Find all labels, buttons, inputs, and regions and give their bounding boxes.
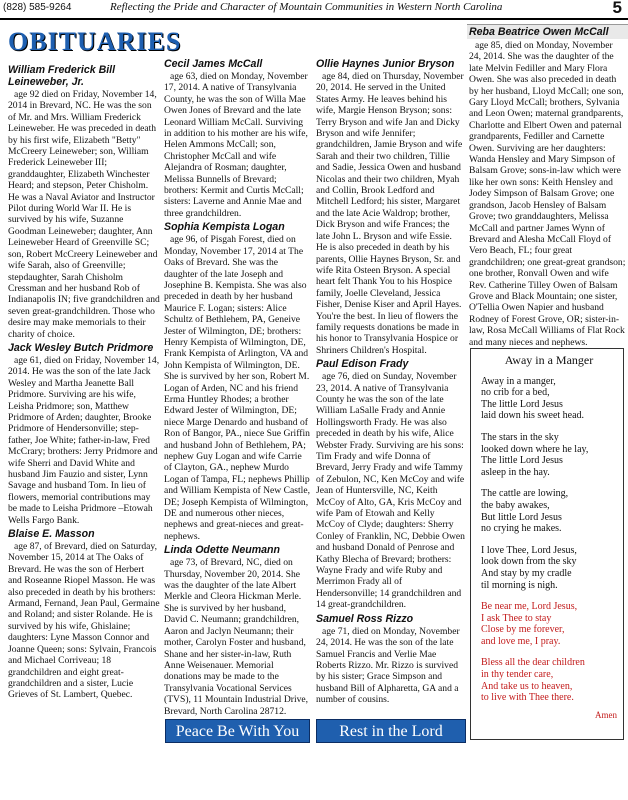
obituary-text: age 96, of Pisgah Forest, died on Monday, November 17, 2014 at The Oaks of Brevard. She was the daughter of the late Joseph and Josephine B. Kempista. She was also preceded in death by her husband Maurice F. Logan; sisters: Alice Schultz of Bethlehem, PA, Geneive Jester of Wilmington, DE; brothers: Henry Kempista of Wilmington, DE, Frank Kempista of Arlington, VA and John Kempista of Wilmington, DE. She is survived by her son, Robert M. Logan of Arden, NC and his friend Erma Huntley Rhodes; a brother Edward Jester of Wilmington, DE; niece Marge Denardo and husband of Ron of Bangor, PA., niece Sue Griffin and husband John of Bethlehem, PA; nephew Guy Logan and wife Carrie of Clayton, GA., nephew Murdo Logan of Tampa, FL; nephews Phillip and William Kempista of New Castle, DE; Joseph Kempista of Wilmington, DE and numerous other nieces, nephews and great-nieces and great-nephews. [164, 234, 310, 542]
obituary-text: age 84, died on Thursday, November 20, 2014. He served in the United States Army. He leaves behind his wife, Margie Henson Bryson; sons: Terry Bryson and wife Jan and Dicky Bryson and wife Jennifer; grandchildren, Jamie Bryson and wife Sarah and their two children, Tillie and Sadie, Jessica Owen and husband Nicolas and their two children, Myah and Collin, Brook Ledford and Mitchell Ledford; his sister, Margaret and the late Acie Waldrop; brother, Dick Bryson and wife Frances; the late John L. Bryson and wife Essie. He is also preceded in death by his parents, Ollie Haynes Bryson, Sr. and wife Rita Osteen Bryson. A special heart felt Thank You to his Hospice family, Joelle Cleveland, Jessica Fisher, Denise Kiser and April Hayes. You're the best. In lieu of flowers the family requests donations be made in his honor to Transylvania Hospice or Shriners Children's Hospital. [316, 71, 464, 356]
poem-line: asleep in the hay. [481, 466, 550, 478]
poem-line: The little Lord Jesus [481, 455, 563, 467]
column-2 [164, 56, 311, 718]
poem-line: to live with Thee there. [481, 692, 574, 704]
poem-line: The little Lord Jesus [481, 398, 563, 410]
obituary-text: age 92 died on Friday, November 14, 2014 in Brevard, NC. He was the son of Mr. and Mrs. William Frederick Leineweber. He was preceded in death by his first wife, Elizabeth "Betty" McCreery Leineweber; son, William Frederick Leineweber III; granddaughter, Elizabeth Winchester Heard; and stepson, Peter Chisholm. He was a Naval Aviator and Instructor Pilot during World War II. He is survived by his wife, Suzanne Goodman Leineweber; daughter, Ann Leineweber Heard of Greenville SC; son, Robert McCreery Leineweber and wife Sarah, also of Greenville; stepdaughter, Sarah Chisholm Cressman and her husband Rob of Indianapolis IN; five grandchildren and seven great-grandchildren. Those who desire may make memorials to their charity of choice. [8, 89, 160, 340]
page-header [0, 0, 628, 20]
obituary-text: age 71, died on Monday, November 24, 2014. He was the son of the late Samuel Francis and Verlie Mae Roberts Rizzo. Mr. Rizzo is survived by his sister; Grace Simpson and husband Bill of Alpharetta, GA and a number of cousins. [316, 625, 460, 706]
poem-stanza [481, 601, 617, 647]
poem-line: and love me, I pray. [481, 635, 561, 647]
header-phone: (828) 585-9264 [3, 2, 72, 13]
obituary-name: William Frederick Bill Leineweber, Jr. [8, 64, 116, 88]
poem-line: Bless all the dear children [481, 657, 585, 669]
obituary-list-col3 [316, 58, 465, 706]
banner-peace: Peace Be With You [165, 719, 310, 743]
obituary-name: Reba Beatrice Owen McCall [467, 24, 628, 39]
poem-line: in thy tender care, [481, 669, 554, 681]
obituary-text: age 73, of Brevard, NC, died on Thursday, November 20, 2014. She was the daughter of the late Albert Merkle and Cleora Hickman Merle. She is survived by her husband, David C. Neumann; grandchildren, Aaron and Jaclyn Neumann; their mother, Carolyn Foster and husband, Shane and her sister-in-law, Ruth Anne Weisenauer. Memorial donations may be made to the Transylvania Vocational Services (TVS), 11 Mountain Industrial Drive, Brevard, North Carolina 28712. [164, 557, 309, 717]
column-1 [8, 24, 182, 798]
column-4 [469, 24, 626, 348]
poem-stanza [481, 432, 617, 478]
obituary-name: Paul Edison Frady [316, 358, 409, 371]
obituary-list-col4 [469, 24, 626, 348]
banner-rest: Rest in the Lord [316, 719, 466, 743]
poem-line: looked down where he lay, [481, 443, 589, 455]
obituary-name: Ollie Haynes Junior Bryson [316, 58, 455, 70]
section-title: OBITUARIES [8, 27, 182, 56]
poem-stanza [481, 657, 617, 703]
poem-line: no crying he makes. [481, 523, 562, 535]
poem-line: no crib for a bed, [481, 387, 550, 399]
column-3 [316, 56, 465, 716]
obituary-text: age 63, died on Monday, November 17, 2014. A native of Transylvania County, he was the son of Willa Mae Owen Jones of Brevard and the late Leonard William McCall. Surviving in addition to his mother are his wife, Helen Ammons McCall; son, Christopher McCall and wife Alejandra of Rosman; daughter, Melissa Bunnells of Brevard; brothers: Kermit and Curtis McCall; sisters: Laverne and Annie Mae and three grandchildren. [164, 71, 308, 219]
poem-line: look down from the sky [481, 556, 577, 568]
obituary-name: Sophia Kempista Logan [164, 221, 285, 234]
poem-line: I love Thee, Lord Jesus, [481, 544, 577, 556]
obituary-text: age 61, died on Friday, November 14, 2014. He was the son of the late Jack Wesley and Martha Jeanette Ball Pridmore. Surviving are his wife, Leisha Pridmore; son, Matthew Pridmore of Arden; daughter, Brooke Pridmore of Hendersonville; step-father, Joe White; father-in-law, Fred McCrary; brothers: Jerry Pridmore and wife Sherri and David White and husband Jim Fauzio and sister, Lynn Savage and husband Tom. In lieu of flowers, memorial contributions may be made to Leisha Pridmore –Etowah Wells Fargo Bank. [8, 354, 160, 526]
poem-title: Away in a Manger [504, 353, 594, 367]
poem-box [470, 348, 624, 740]
obituary-list-col2 [164, 58, 311, 717]
poem-line: laid down his sweet head. [481, 410, 585, 422]
obituary-name: Cecil James McCall [164, 58, 263, 70]
poem-body [481, 376, 617, 704]
poem-line: til morning is nigh. [481, 579, 558, 591]
obituary-name: Samuel Ross Rizzo [316, 612, 414, 625]
obituary-text: age 85, died on Monday, November 24, 2014. She was the daughter of the late Melvin Fediller and Mary Flora Owen. She was also preceded in death by her husband, Lloyd McCall; one son, Gary Lloyd McCall; brothers, Sylvania and Leon Owen; maternal grandparents, Charlotte and Elbert Owen and paternal grandparents, Fediller and Carnette Owen. Surviving are her daughters: Wanda Hensley and Mary Simpson of Balsam Grove; sons-in-law which were like her own sons: Keith Hensley and Jodey Simpson of Balsam Grove; one grandson, Jacob Hensley of Balsam Grove; two granddaughters, Melissa McCall and partner James Wynn of Brevard and Alesha McCall Floyd of Vero Beach, FL; four great grandchildren; one great-great grandson; one brother, Ronvall Owen and wife Rev. Catherine Tilley Owen of Balsam Grove and Black Mountain; one sister, O'Tellia Owen Napier and husband Rodney of Forest Grove, OR; sister-in-law, Rosa McCall Williams of Flat Rock and many nieces and nephews. [469, 40, 626, 348]
poem-line: the baby awakes, [481, 499, 550, 511]
poem-line: Be near me, Lord Jesus, [481, 601, 578, 613]
obituary-list-col1 [8, 64, 160, 701]
poem-line: But little Lord Jesus [481, 511, 562, 523]
page-number: 5 [612, 0, 622, 17]
poem-line: And take us to heaven, [481, 680, 573, 692]
poem-line: I ask Thee to stay [481, 612, 552, 624]
poem-stanza [481, 488, 617, 534]
poem-line: Away in a manger, [481, 375, 556, 387]
poem-line: The stars in the sky [481, 431, 559, 443]
poem-line: The cattle are lowing, [481, 488, 569, 500]
obituary-name: Linda Odette Neumann [164, 544, 280, 557]
header-tagline: Reflecting the Pride and Character of Mountain Communities in Western North Carolina [110, 1, 503, 13]
obituary-name: Blaise E. Masson [8, 528, 95, 541]
obituary-text: age 87, of Brevard, died on Saturday, November 15, 2014 at The Oaks of Brevard. He was the son of Herbert and Roseanne Riopel Masson. He was also preceded in death by his brothers: Armand, Fernand, Jean Paul, Germaine and Roland; and sister Rolande. He is survived by his wife, Ghislaine; daughters: Lyne Masson Connor and Joanne Queen; sons: Sylvain, Francois and Michael Corriveau; 18 grandchildren and eight great-grandchildren and a sister, Lucie Grieves of St. Lambert, Quebec. [8, 541, 160, 701]
obituary-text: age 76, died on Sunday, November 23, 2014. A native of Transylvania County he was the son of the late William LaSalle Frady and Annie Hollingsworth Frady. He was also preceded in death by his wife, Alice Webster Frady. Surviving are his sons: Tim Frady and wife Donna of Brevard, Jerry Frady and wife Tammy of Zebulon, NC, Ken McCoy and wife Jean of Huntersville, NC, Keith McCoy of Alto, GA, Kris McCoy and wife Pam of Etowah and Kelly McCoy of Clyde; daughters: Sherry Conley of Franklin, NC, Debbie Owen and husband Donald of Penrose and Kathy Blecha of Brevard; brothers: Wayne Frady and wife Ruby and Merrimon Frady all of Hendersonville; 14 grandchildren and 14 great-grandchildren. [316, 371, 465, 611]
obituary-name: Jack Wesley Butch Pridmore [8, 341, 154, 354]
poem-signature: Amen [595, 709, 617, 720]
poem-line: And stay by my cradle [481, 567, 572, 579]
poem-line: Close by me forever, [481, 624, 565, 636]
poem-stanza [481, 376, 617, 422]
poem-stanza [481, 545, 617, 591]
